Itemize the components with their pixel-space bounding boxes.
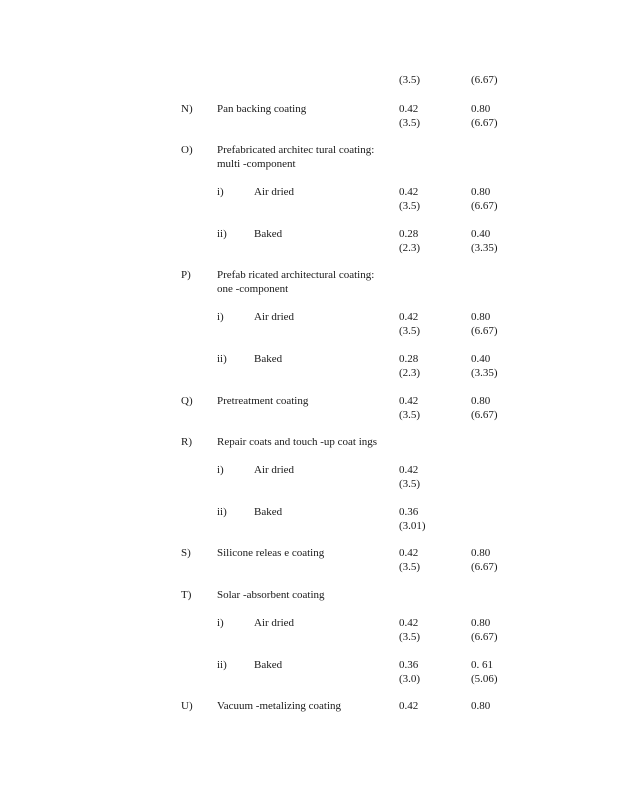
row-value-2 bbox=[471, 185, 498, 213]
value-primary: 0.42 bbox=[399, 700, 419, 712]
value-primary: 0.42 bbox=[399, 186, 419, 198]
sub-item-label: Air dried bbox=[254, 311, 295, 323]
sub-item-marker: ii) bbox=[217, 228, 227, 240]
value-secondary: (3.5) bbox=[399, 117, 421, 129]
row-value-2 bbox=[471, 227, 498, 255]
row-label: Repair coats and touch -up coat ings bbox=[217, 436, 378, 448]
value-secondary: (3.5) bbox=[399, 561, 421, 573]
row-letter: R) bbox=[181, 436, 192, 448]
value-primary: 0.80 bbox=[471, 311, 491, 323]
row-value-1 bbox=[399, 699, 418, 713]
row-value-1 bbox=[399, 546, 420, 574]
row-label: Pan backing coating bbox=[217, 103, 307, 115]
row-label: Solar -absorbent coating bbox=[217, 589, 325, 601]
sub-item-marker: i) bbox=[217, 464, 224, 476]
sub-item-marker: i) bbox=[217, 617, 224, 629]
value-primary: 0.80 bbox=[471, 700, 491, 712]
value-secondary: (6.67) bbox=[471, 631, 498, 643]
sub-item-marker: i) bbox=[217, 311, 224, 323]
value-primary: 0.80 bbox=[471, 103, 491, 115]
sub-item-marker: ii) bbox=[217, 506, 227, 518]
value-primary: 0.42 bbox=[399, 103, 419, 115]
value-secondary: (5.06) bbox=[471, 673, 498, 685]
value-primary: 0.80 bbox=[471, 617, 491, 629]
sub-item-label: Air dried bbox=[254, 186, 295, 198]
value-secondary: (3.35) bbox=[471, 367, 498, 379]
value-primary: 0.42 bbox=[399, 311, 419, 323]
value-secondary: (6.67) bbox=[471, 117, 498, 129]
value-secondary: (3.35) bbox=[471, 242, 498, 254]
value-primary: 0.36 bbox=[399, 659, 419, 671]
row-value-2 bbox=[471, 394, 498, 422]
row-letter: U) bbox=[181, 700, 193, 712]
sub-item-marker: ii) bbox=[217, 659, 227, 671]
value-secondary: (6.67) bbox=[471, 200, 498, 212]
value-secondary: (6.67) bbox=[471, 409, 498, 421]
row-value-1 bbox=[399, 310, 420, 338]
row-letter: P) bbox=[181, 269, 191, 281]
value-secondary: (3.5) bbox=[399, 325, 421, 337]
value-secondary: (3.5) bbox=[399, 200, 421, 212]
row-value-1 bbox=[399, 102, 420, 130]
value-secondary: (3.5) bbox=[399, 631, 421, 643]
value-primary: 0.42 bbox=[399, 617, 419, 629]
row-letter: S) bbox=[181, 547, 191, 559]
sub-item-label: Baked bbox=[254, 353, 283, 365]
value-secondary: (6.67) bbox=[471, 561, 498, 573]
row-value-1 bbox=[399, 616, 420, 644]
value-primary: 0.28 bbox=[399, 228, 419, 240]
row-value-2 bbox=[471, 310, 498, 338]
row-value-2 bbox=[471, 658, 498, 686]
value-secondary: (2.3) bbox=[399, 367, 421, 379]
value-primary: 0.80 bbox=[471, 395, 491, 407]
value-secondary: (3.0) bbox=[399, 673, 421, 685]
row-letter: O) bbox=[181, 144, 193, 156]
row-value-2 bbox=[471, 616, 498, 644]
row-label-line-2: multi -component bbox=[217, 158, 296, 170]
row-value-1 bbox=[399, 463, 420, 491]
sub-item-label: Baked bbox=[254, 659, 283, 671]
sub-item-marker: ii) bbox=[217, 353, 227, 365]
value-primary: 0.28 bbox=[399, 353, 419, 365]
continuation-value-1: (3.5) bbox=[399, 74, 421, 86]
row-letter: T) bbox=[181, 589, 192, 601]
row-value-2 bbox=[471, 352, 498, 380]
value-secondary: (2.3) bbox=[399, 242, 421, 254]
sub-item-label: Air dried bbox=[254, 617, 295, 629]
sub-item-label: Baked bbox=[254, 228, 283, 240]
value-primary: 0.36 bbox=[399, 506, 419, 518]
value-primary: 0.42 bbox=[399, 464, 419, 476]
row-value-1 bbox=[399, 505, 426, 533]
row-letter: Q) bbox=[181, 395, 193, 407]
row-letter: N) bbox=[181, 103, 193, 115]
value-secondary: (3.5) bbox=[399, 409, 421, 421]
continuation-value-2: (6.67) bbox=[471, 74, 498, 86]
value-primary: 0.42 bbox=[399, 395, 419, 407]
row-label: Pretreatment coating bbox=[217, 395, 309, 407]
row-value-1 bbox=[399, 394, 420, 422]
value-primary: 0.40 bbox=[471, 228, 491, 240]
value-secondary: (3.01) bbox=[399, 520, 426, 532]
value-secondary: (3.5) bbox=[399, 478, 421, 490]
row-label-line-2: one -component bbox=[217, 283, 289, 295]
row-value-2 bbox=[471, 546, 498, 574]
row-label: Vacuum -metalizing coating bbox=[217, 700, 342, 712]
row-value-2 bbox=[471, 699, 490, 713]
value-primary: 0.80 bbox=[471, 186, 491, 198]
sub-item-marker: i) bbox=[217, 186, 224, 198]
value-secondary: (6.67) bbox=[471, 325, 498, 337]
row-value-1 bbox=[399, 227, 420, 255]
sub-item-label: Air dried bbox=[254, 464, 295, 476]
value-primary: 0.40 bbox=[471, 353, 491, 365]
row-value-2 bbox=[471, 102, 498, 130]
value-primary: 0.42 bbox=[399, 547, 419, 559]
value-primary: 0. 61 bbox=[471, 659, 493, 671]
value-primary: 0.80 bbox=[471, 547, 491, 559]
row-value-1 bbox=[399, 352, 420, 380]
row-label-line-1: Prefab ricated architectural coating: bbox=[217, 269, 375, 281]
row-value-1 bbox=[399, 185, 420, 213]
row-value-1 bbox=[399, 658, 420, 686]
sub-item-label: Baked bbox=[254, 506, 283, 518]
row-label: Silicone releas e coating bbox=[217, 547, 325, 559]
row-label-line-1: Prefabricated architec tural coating: bbox=[217, 144, 375, 156]
